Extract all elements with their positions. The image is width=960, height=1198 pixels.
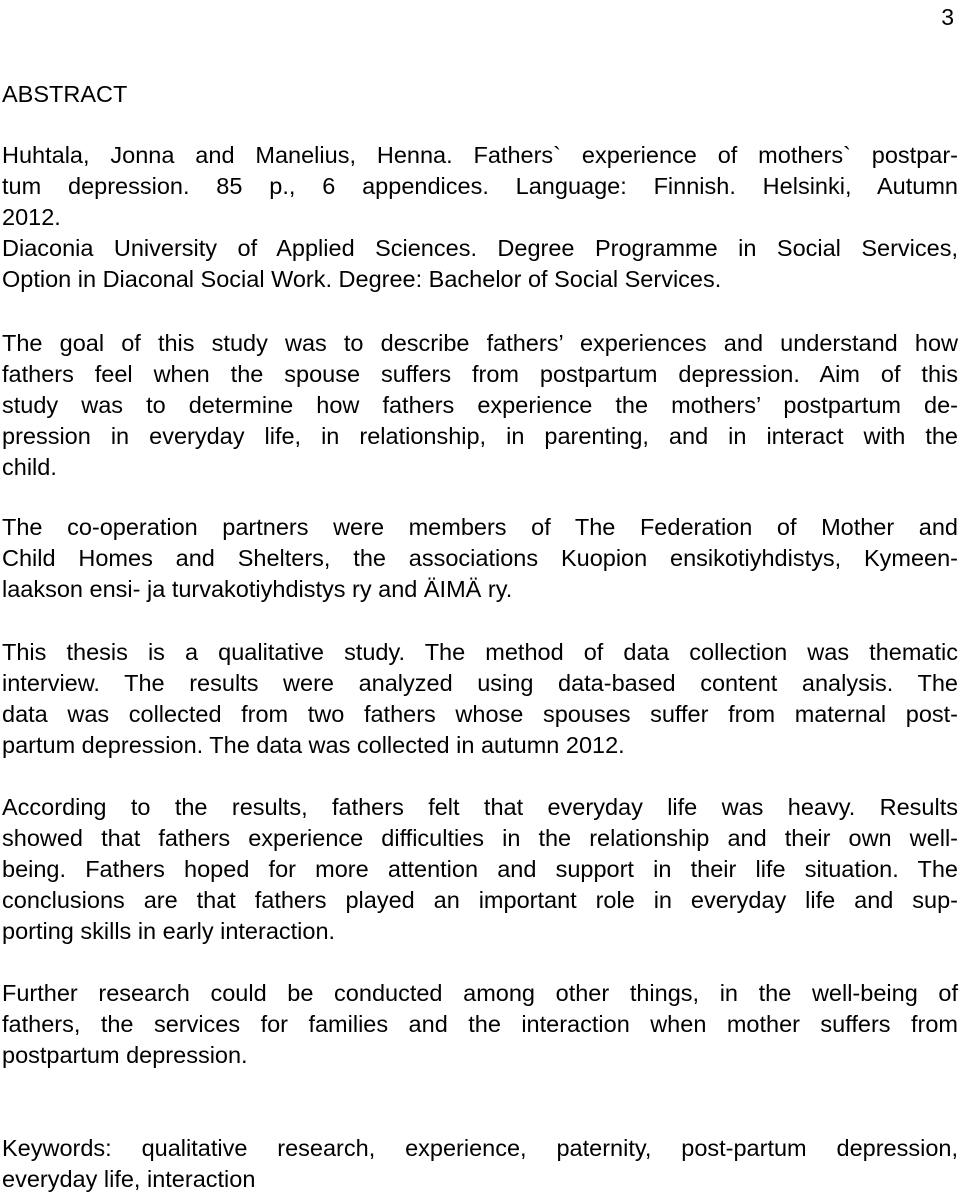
keywords-line: everyday life, interaction [2,1166,256,1192]
page-number: 3 [941,4,954,30]
citation-line: Option in Diaconal Social Work. Degree: Bachelor of Social Services. [2,266,722,292]
paragraph-line: fathers feel when the spouse suffers from postpartum depression. Aim of this [2,361,958,387]
paragraph-line: partum depression. The data was collected in autumn 2012. [2,732,625,758]
paragraph-line: interview. The results were analyzed using data-based content analysis. The [2,670,958,696]
paragraph-line: The goal of this study was to describe fathers’ experiences and understand how [2,330,958,356]
paragraph-line: According to the results, fathers felt that everyday life was heavy. Results [2,794,958,820]
paragraph-line: laakson ensi- ja turvakotiyhdistys ry and ÄIMÄ ry. [2,576,513,602]
paragraph-line: This thesis is a qualitative study. The method of data collection was thematic [2,639,958,665]
citation-line: Huhtala, Jonna and Manelius, Henna. Fathers` experience of mothers` postpar- [2,142,958,168]
paragraph-further-research [2,978,958,1071]
keywords-block [2,1133,958,1195]
paragraph-line: child. [2,454,57,480]
paragraph-goal [2,328,958,483]
paragraph-method [2,637,958,761]
abstract-heading: ABSTRACT [2,81,128,107]
paragraph-line: postpartum depression. [2,1042,248,1068]
paragraph-line: conclusions are that fathers played an important role in everyday life and sup- [2,887,958,913]
citation-block [2,140,958,295]
citation-line: Diaconia University of Applied Sciences. Degree Programme in Social Services, [2,235,958,261]
paragraph-results [2,792,958,947]
paragraph-line: pression in everyday life, in relationship, in parenting, and in interact with the [2,423,958,449]
paragraph-line: data was collected from two fathers whose spouses suffer from maternal post- [2,701,958,727]
paragraph-line: fathers, the services for families and the interaction when mother suffers from [2,1011,958,1037]
keywords-line: Keywords: qualitative research, experience, paternity, post-partum depression, [2,1135,958,1161]
paragraph-line: Further research could be conducted among other things, in the well-being of [2,980,958,1006]
paragraph-partners [2,512,958,605]
paragraph-line: The co-operation partners were members of The Federation of Mother and [2,514,958,540]
paragraph-line: porting skills in early interaction. [2,918,336,944]
citation-line: 2012. [2,204,61,230]
paragraph-line: Child Homes and Shelters, the associations Kuopion ensikotiyhdistys, Kymeen- [2,545,958,571]
citation-line: tum depression. 85 p., 6 appendices. Language: Finnish. Helsinki, Autumn [2,173,958,199]
paragraph-line: being. Fathers hoped for more attention and support in their life situation. The [2,856,958,882]
paragraph-line: study was to determine how fathers experience the mothers’ postpartum de- [2,392,958,418]
paragraph-line: showed that fathers experience difficulties in the relationship and their own well- [2,825,958,851]
